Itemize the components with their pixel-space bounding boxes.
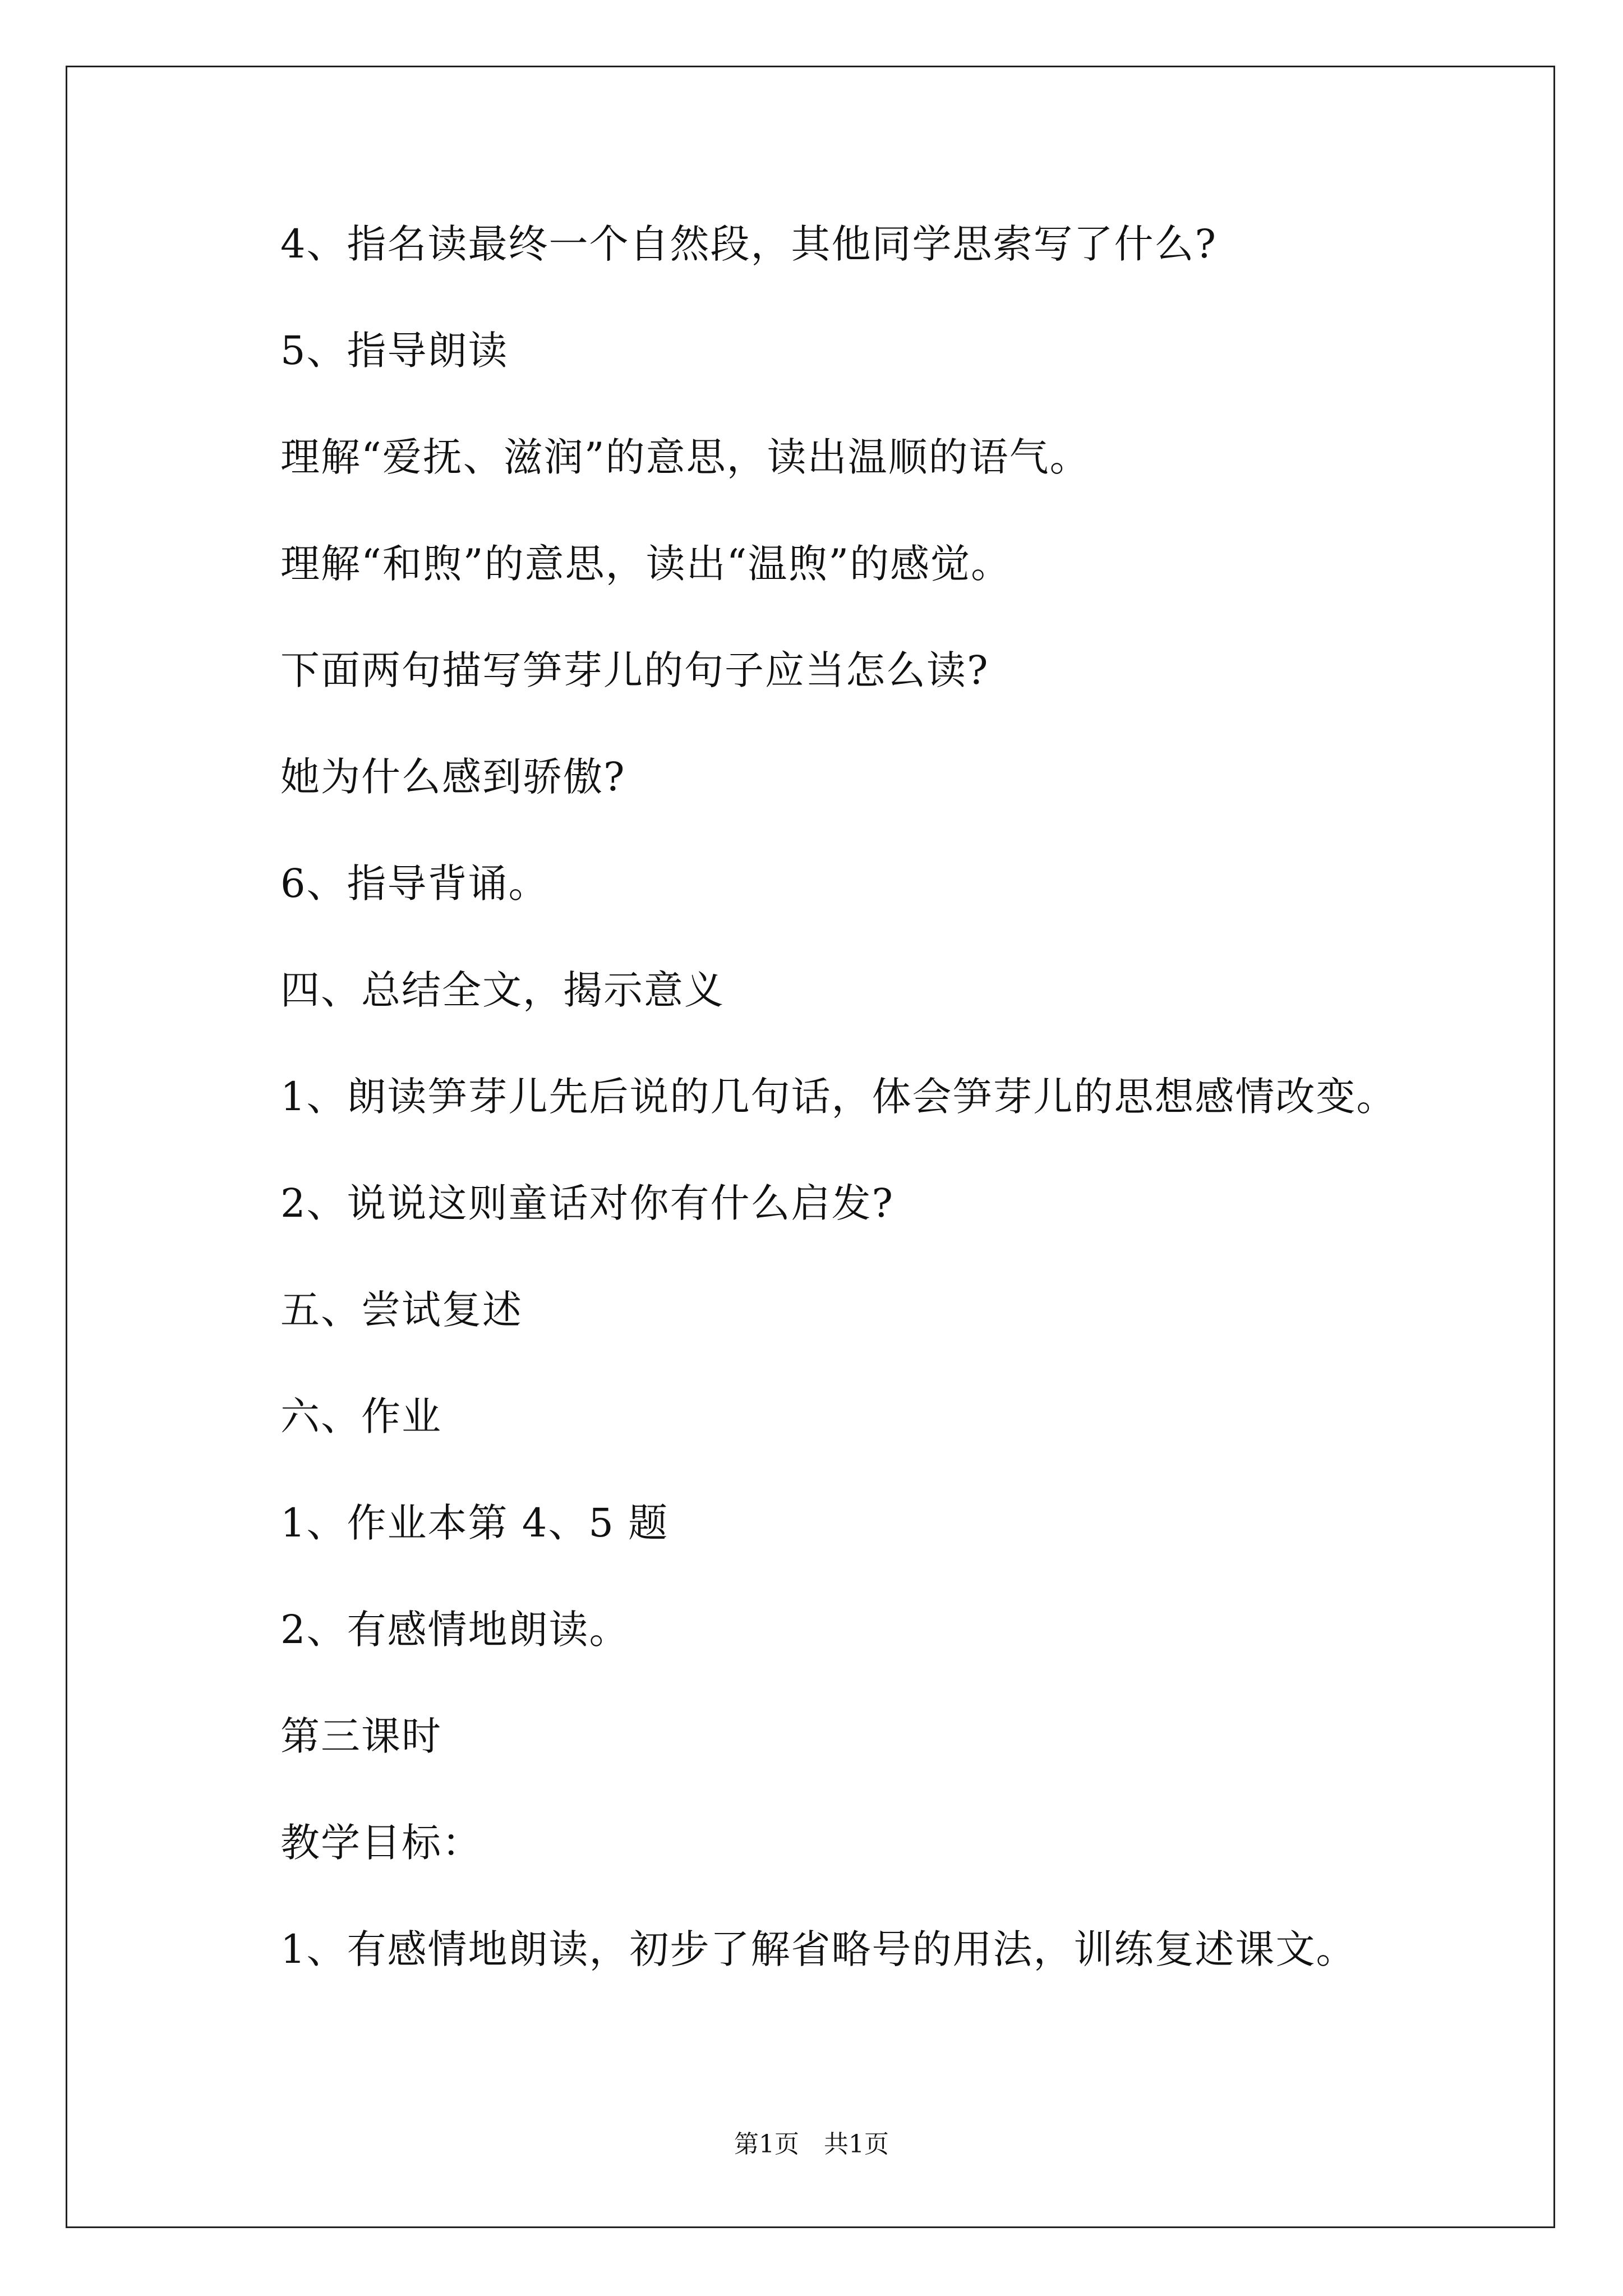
text-line: 6、指导背诵。 [280, 861, 549, 907]
text-line: 她为什么感到骄傲? [280, 754, 626, 800]
text-line: 理解“和煦”的意思，读出“温煦”的感觉。 [280, 541, 1012, 587]
text-line: 2、说说这则童话对你有什么启发? [280, 1180, 895, 1226]
section-heading: 五、尝试复述 [280, 1287, 523, 1333]
document-body [280, 219, 1503, 2031]
text-line: 1、朗读笋芽儿先后说的几句话，体会笋芽儿的思想感情改变。 [280, 1074, 1397, 1120]
text-line: 理解“爱抚、滋润”的意思，读出温顺的语气。 [280, 434, 1090, 480]
text-line: 2、有感情地朗读。 [280, 1607, 630, 1653]
lesson-heading: 第三课时 [280, 1713, 442, 1759]
text-line: 1、作业本第 4、5 题 [280, 1500, 669, 1546]
section-heading: 四、总结全文，揭示意义 [280, 967, 725, 1013]
page-footer: 第1页 共1页 [734, 2130, 889, 2159]
section-heading: 六、作业 [280, 1393, 442, 1439]
text-line: 下面两句描写笋芽儿的句子应当怎么读? [280, 647, 989, 693]
text-line: 教学目标： [280, 1820, 482, 1866]
text-line: 1、有感情地朗读，初步了解省略号的用法，训练复述课文。 [280, 1926, 1357, 1972]
text-line: 4、指名读最终一个自然段，其他同学思索写了什么? [280, 221, 1218, 267]
text-line: 5、指导朗读 [280, 328, 509, 374]
